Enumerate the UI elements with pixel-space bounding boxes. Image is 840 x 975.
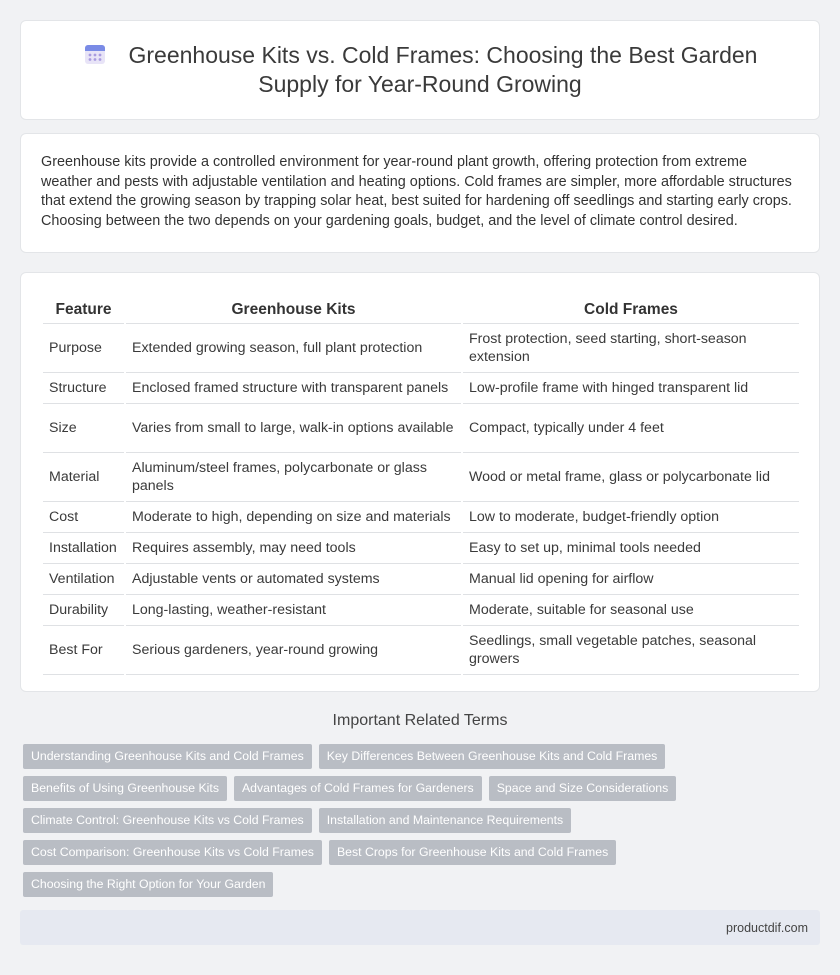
cold-frame-cell: Easy to set up, minimal tools needed bbox=[462, 532, 799, 563]
table-row bbox=[43, 594, 799, 625]
related-term-tag[interactable]: Understanding Greenhouse Kits and Cold Frames bbox=[23, 744, 312, 769]
related-term-tag[interactable]: Cost Comparison: Greenhouse Kits vs Cold Frames bbox=[23, 840, 322, 865]
calendar-icon bbox=[83, 42, 107, 66]
comparison-table bbox=[43, 297, 799, 675]
table-row bbox=[43, 323, 799, 372]
feature-cell: Size bbox=[43, 403, 125, 452]
related-term-tag[interactable]: Advantages of Cold Frames for Gardeners bbox=[234, 776, 482, 801]
greenhouse-cell: Aluminum/steel frames, polycarbonate or glass panels bbox=[125, 452, 462, 501]
greenhouse-cell: Requires assembly, may need tools bbox=[125, 532, 462, 563]
table-header-row bbox=[43, 297, 799, 323]
footer bbox=[20, 910, 820, 945]
page-title bbox=[81, 41, 759, 99]
greenhouse-cell: Adjustable vents or automated systems bbox=[125, 563, 462, 594]
table-row bbox=[43, 452, 799, 501]
cold-frame-cell: Frost protection, seed starting, short-season extension bbox=[462, 323, 799, 372]
feature-cell: Durability bbox=[43, 594, 125, 625]
cold-frame-cell: Seedlings, small vegetable patches, seasonal growers bbox=[462, 625, 799, 674]
feature-cell: Material bbox=[43, 452, 125, 501]
table-row bbox=[43, 532, 799, 563]
cold-frame-cell: Moderate, suitable for seasonal use bbox=[462, 594, 799, 625]
intro-card bbox=[20, 133, 820, 253]
feature-cell: Purpose bbox=[43, 323, 125, 372]
cold-frame-cell: Low to moderate, budget-friendly option bbox=[462, 501, 799, 532]
header-card bbox=[20, 20, 820, 120]
greenhouse-cell: Extended growing season, full plant protection bbox=[125, 323, 462, 372]
page-title-text: Greenhouse Kits vs. Cold Frames: Choosing the Best Garden Supply for Year-Round Growing bbox=[128, 42, 758, 97]
related-term-tag[interactable]: Installation and Maintenance Requirements bbox=[319, 808, 572, 833]
greenhouse-cell: Varies from small to large, walk-in options available bbox=[125, 403, 462, 452]
header-feature: Feature bbox=[43, 297, 125, 323]
cold-frame-cell: Wood or metal frame, glass or polycarbonate lid bbox=[462, 452, 799, 501]
table-row bbox=[43, 625, 799, 674]
related-term-tag[interactable]: Best Crops for Greenhouse Kits and Cold Frames bbox=[329, 840, 616, 865]
feature-cell: Installation bbox=[43, 532, 125, 563]
feature-cell: Structure bbox=[43, 372, 125, 403]
comparison-card bbox=[20, 272, 820, 692]
feature-cell: Ventilation bbox=[43, 563, 125, 594]
table-row bbox=[43, 372, 799, 403]
related-terms-title: Important Related Terms bbox=[332, 712, 508, 729]
feature-cell: Best For bbox=[43, 625, 125, 674]
table-row bbox=[43, 403, 799, 452]
greenhouse-cell: Long-lasting, weather-resistant bbox=[125, 594, 462, 625]
footer-site-link[interactable]: productdif.com bbox=[726, 920, 808, 935]
related-term-tag[interactable]: Key Differences Between Greenhouse Kits and Cold Frames bbox=[319, 744, 666, 769]
related-term-tag[interactable]: Space and Size Considerations bbox=[489, 776, 677, 801]
table-row bbox=[43, 501, 799, 532]
related-term-tag[interactable]: Climate Control: Greenhouse Kits vs Cold Frames bbox=[23, 808, 312, 833]
header-cold-frames: Cold Frames bbox=[462, 297, 799, 323]
table-row bbox=[43, 563, 799, 594]
related-term-tag[interactable]: Choosing the Right Option for Your Garden bbox=[23, 872, 273, 897]
greenhouse-cell: Enclosed framed structure with transparent panels bbox=[125, 372, 462, 403]
cold-frame-cell: Compact, typically under 4 feet bbox=[462, 403, 799, 452]
cold-frame-cell: Low-profile frame with hinged transparent lid bbox=[462, 372, 799, 403]
greenhouse-cell: Serious gardeners, year-round growing bbox=[125, 625, 462, 674]
feature-cell: Cost bbox=[43, 501, 125, 532]
greenhouse-cell: Moderate to high, depending on size and materials bbox=[125, 501, 462, 532]
related-terms-list bbox=[23, 744, 813, 904]
intro-text: Greenhouse kits provide a controlled environment for year-round plant growth, offering protection from extreme weather and pests with adjustable ventilation and heating options. Cold frames are simpler, more affordable structures that extend the growing season by trapping solar heat, best suited for hardening off seedlings and starting early crops. Choosing between the two depends on your gardening goals, budget, and the level of climate control desired. bbox=[41, 154, 792, 229]
cold-frame-cell: Manual lid opening for airflow bbox=[462, 563, 799, 594]
header-greenhouse-kits: Greenhouse Kits bbox=[125, 297, 462, 323]
related-term-tag[interactable]: Benefits of Using Greenhouse Kits bbox=[23, 776, 227, 801]
